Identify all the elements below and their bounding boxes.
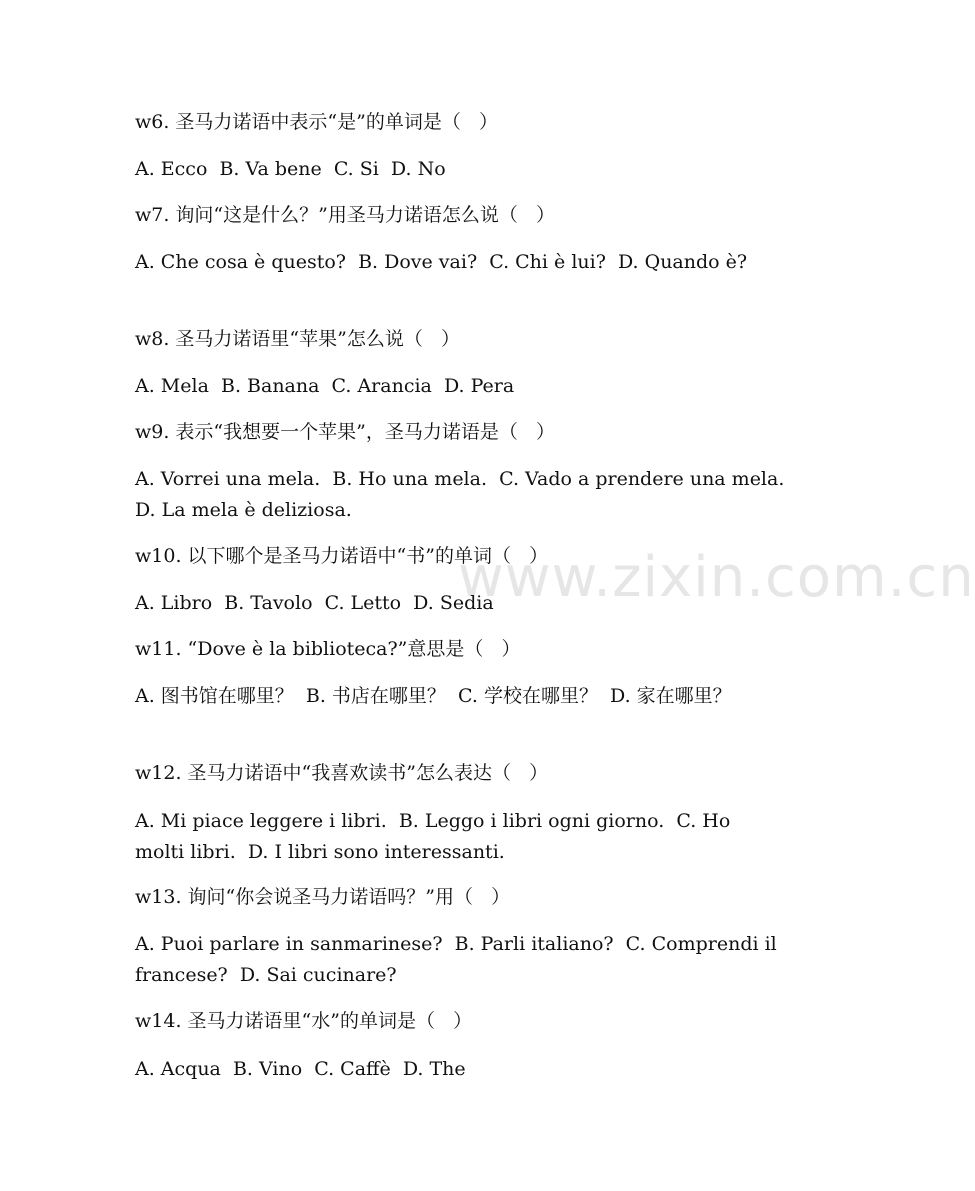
options-w10: A. Libro B. Tavolo C. Letto D. Sedia xyxy=(135,592,494,614)
question-w9: w9. 表示“我想要一个苹果”，圣马力诺语是（ ） xyxy=(135,421,555,443)
options-w13: A. Puoi parlare in sanmarinese? B. Parli italiano? C. Comprendi il francese? D. Sai cucinare? xyxy=(135,933,783,986)
question-w6: w6. 圣马力诺语中表示“是”的单词是（ ） xyxy=(135,111,498,133)
watermark: www.zixin.com.cn xyxy=(458,545,975,610)
options-w8: A. Mela B. Banana C. Arancia D. Pera xyxy=(135,375,515,397)
options-w11: A. 图书馆在哪里？ B. 书店在哪里？ C. 学校在哪里？ D. 家在哪里？ xyxy=(135,685,732,707)
options-w14: A. Acqua B. Vino C. Caffè D. The xyxy=(135,1058,466,1080)
question-w11: w11. “Dove è la biblioteca?”意思是（ ） xyxy=(135,638,521,660)
question-w7: w7. 询问“这是什么？”用圣马力诺语怎么说（ ） xyxy=(135,204,555,226)
question-w13: w13. 询问“你会说圣马力诺语吗？”用（ ） xyxy=(135,886,511,908)
options-w6: A. Ecco B. Va bene C. Si D. No xyxy=(135,158,446,180)
question-w8: w8. 圣马力诺语里“苹果”怎么说（ ） xyxy=(135,328,460,350)
options-w7: A. Che cosa è questo? B. Dove vai? C. Chi è lui? D. Quando è? xyxy=(135,251,748,273)
options-w12: A. Mi piace leggere i libri. B. Leggo i libri ogni giorno. C. Ho molti libri. D. I libri sono interessanti. xyxy=(135,810,737,863)
question-w14: w14. 圣马力诺语里“水”的单词是（ ） xyxy=(135,1010,473,1032)
question-w10: w10. 以下哪个是圣马力诺语中“书”的单词（ ） xyxy=(135,545,549,567)
question-w12: w12. 圣马力诺语中“我喜欢读书”怎么表达（ ） xyxy=(135,762,549,784)
options-w9: A. Vorrei una mela. B. Ho una mela. C. Vado a prendere una mela. D. La mela è deliziosa. xyxy=(135,468,797,521)
